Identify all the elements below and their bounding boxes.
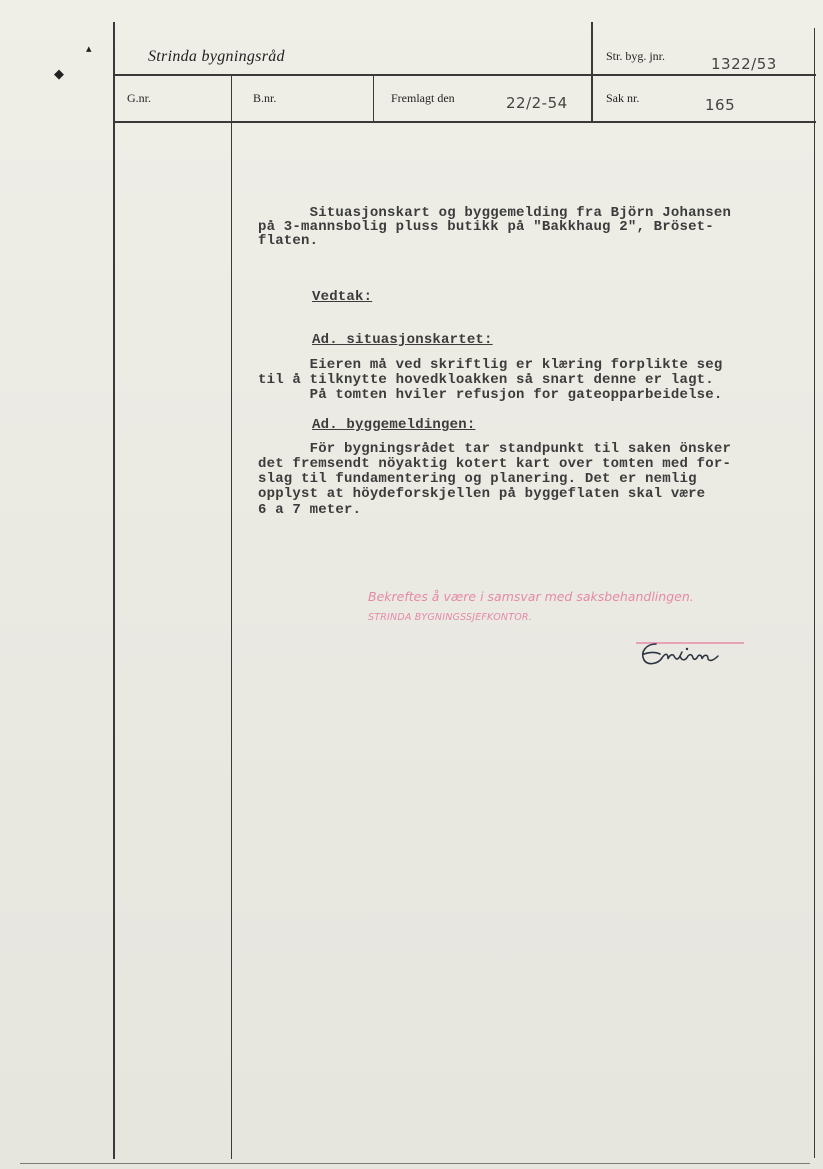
ad1-line-3: På tomten hviler refusjon for gateopparbeidelse. (258, 387, 723, 403)
board-title: Strinda bygningsråd (148, 48, 285, 65)
ad2-line-4: opplyst at höydeforskjellen på byggeflaten skal være (258, 486, 706, 502)
stamp-office-text: STRINDA BYGNINGSSJEFKONTOR. (368, 612, 532, 623)
gnr-label: G.nr. (127, 91, 151, 105)
sak-number: 165 (705, 96, 736, 114)
intro-line-3: flaten. (258, 233, 319, 249)
journal-number: 1322/53 (711, 55, 777, 73)
left-margin-rule (113, 22, 115, 1159)
bottom-rule (20, 1163, 810, 1164)
fremlagt-date: 22/2-54 (506, 94, 568, 112)
ad1-line-2: til å tilknytte hovedkloakken så snart denne er lagt. (258, 372, 714, 388)
bnr-label: B.nr. (253, 91, 277, 105)
margin-mark-top: ▴ (86, 43, 92, 55)
intro-line-2: på 3-mannsbolig pluss butikk på "Bakkhaug 2", Bröset- (258, 219, 714, 235)
signature (636, 632, 746, 672)
intro-line-1: Situasjonskart og byggemelding fra Björn Johansen (258, 205, 732, 221)
ad2-line-3: slag til fundamentering og planering. Det er nemlig (258, 471, 697, 487)
gnr-divider (231, 75, 232, 1159)
journal-label: Str. byg. jnr. (606, 49, 666, 63)
bnr-divider (373, 75, 374, 122)
ad2-line-5: 6 a 7 meter. (258, 502, 362, 518)
sak-label: Sak nr. (606, 91, 640, 105)
ad2-line-1: För bygningsrådet tar standpunkt til saken önsker (258, 441, 732, 457)
margin-mark-blot: ◆ (54, 66, 64, 81)
right-edge-rule (814, 28, 815, 1158)
journal-divider (591, 22, 593, 122)
ad-situasjonskart-heading: Ad. situasjonskartet: (312, 332, 493, 348)
stamp-confirmation-text: Bekreftes å være i samsvar med saksbehandlingen. (368, 589, 694, 604)
header-top-divider (113, 74, 816, 76)
header-bottom-divider (113, 121, 816, 123)
vedtak-heading: Vedtak: (312, 289, 373, 305)
ad2-line-2: det fremsendt nöyaktig kotert kart over tomten med for- (258, 456, 732, 472)
fremlagt-label: Fremlagt den (391, 91, 455, 105)
ad-byggemelding-heading: Ad. byggemeldingen: (312, 417, 476, 433)
ad1-line-1: Eieren må ved skriftlig er klæring forplikte seg (258, 357, 723, 373)
